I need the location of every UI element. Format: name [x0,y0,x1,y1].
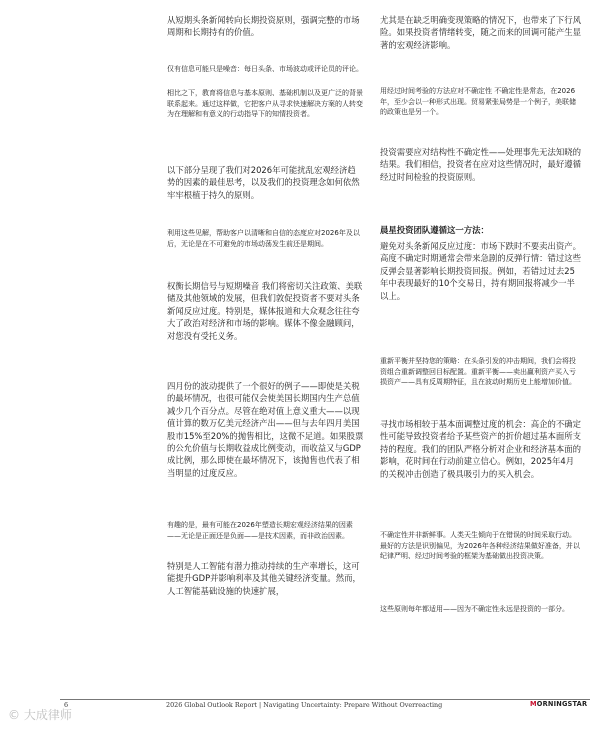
paragraph: 用经过时间考验的方法应对不确定性 不确定性是常态，在2026年，至少会以一种形式出现。贸易紧张局势是一个例子，美联储的政策也是另一个。 [380,87,576,117]
footer-title: 2026 Global Outlook Report | Navigating Uncertainty: Prepare Without Overreacting [166,701,443,709]
paragraph: 仅有信息可能只是噪音：每日头条、市场波动或评论员的评论。 [167,65,363,73]
section-heading: 晨星投资团队遵循这一方法： [380,225,489,235]
paragraph: 权衡长期信号与短期噪音 我们将密切关注政策、美联储及其他领域的发展，但我们敦促投资者不要对头条新闻反应过度。特别是，媒体报道和大众观念往往夸大了政治对经济和市场的影响。媒体不像金融顾问，对您没有受托义务。 [167,281,363,341]
watermark: © 大成律师 [8,708,72,722]
paragraph: 投资需要应对结构性不确定性——处理事先无法知晓的结果。我们相信，投资者在应对这些情况时，最好遵循经过时间检验的投资原则。 [380,147,581,182]
paragraph: 不确定性并非新鲜事。人类天生倾向于在错误的时间采取行动。最好的方法是识别偏见，为2026年各种经济结果做好准备，并以纪律严明、经过时间考验的框架为基础做出投资决策。 [380,531,580,561]
paragraph: 尤其是在缺乏明确变现策略的情况下，也带来了下行风险。如果投资者情绪转变，随之而来的回调可能产生显著的宏观经济影响。 [380,15,581,50]
paragraph: 利用这些见解，帮助客户以清晰和自信的态度应对2026年及以后，无论是在不可避免的市场动荡发生前还是期间。 [167,229,360,248]
paragraph: 以下部分呈现了我们对2026年可能扰乱宏观经济趋势的因素的最佳思考，以及我们的投资理念如何依然牢牢根植于持久的原则。 [167,165,360,200]
paragraph: 有趣的是，最有可能在2026年塑造长期宏观经济结果的因素——无论是正面还是负面——是技术因素，而非政治因素。 [167,521,353,540]
morningstar-logo [530,700,587,708]
logo-mark: M [530,700,537,708]
paragraph: 重新平衡并坚持您的策略：在头条引发的冲击期间，我们会将投资组合重新调整回目标配置。重新平衡——卖出赢利资产买入亏损资产——具有反周期特征，且在波动时期历史上能增加价值。 [380,357,576,387]
paragraph: 四月份的波动提供了一个很好的例子——即使是关税的最坏情况，也很可能仅会使美国长期国内生产总值减少几个百分点。尽管在绝对值上意义重大——以现值计算的数万亿美元经济产出——但与去年四月美国股市15%至20%的抛售相比，这微不足道。如果股票的公允价值与长期收益成比例变动，而收益又与GDP成比例，那么即使在最坏情况下，该抛售也代表了相当明显的过度反应。 [167,381,364,478]
paragraph: 从短期头条新闻转向长期投资原则，强调完整的市场周期和长期持有的价值。 [167,15,360,38]
paragraph: 相比之下，教育将信息与基本原则、基础机制以及更广泛的背景联系起来。通过这样做，它把客户从寻求快速解决方案的人转变为在理解和有意义的行动指导下的知情投资者。 [167,89,363,119]
footer-divider [60,699,590,700]
page-number: 6 [64,701,69,709]
paragraph: 寻找市场相较于基本面调整过度的机会：高企的不确定性可能导致投资者给予某些资产的折价超过基本面所支持的程度。我们的团队严格分析对企业和经济基本面的影响，花时间在行动前建立信心。例如，2025年4月的关税冲击创造了极具吸引力的买入机会。 [380,419,581,479]
paragraph: 避免对头条新闻反应过度：市场下跌时不要卖出资产。高度不确定时期通常会带来急剧的反弹行情：错过这些反弹会显著影响长期投资回报。例如，若错过过去25年中表现最好的10个交易日，持有期回报将减少一半以上。 [380,241,581,301]
logo-wordmark: ORNINGSTAR [536,700,588,708]
paragraph: 特别是人工智能有潜力推动持续的生产率增长，这可能提升GDP并影响利率及其他关键经济变量。然而，人工智能基础设施的快速扩展， [167,561,361,596]
paragraph: 这些原则每年都适用——因为不确定性永远是投资的一部分。 [380,605,569,613]
